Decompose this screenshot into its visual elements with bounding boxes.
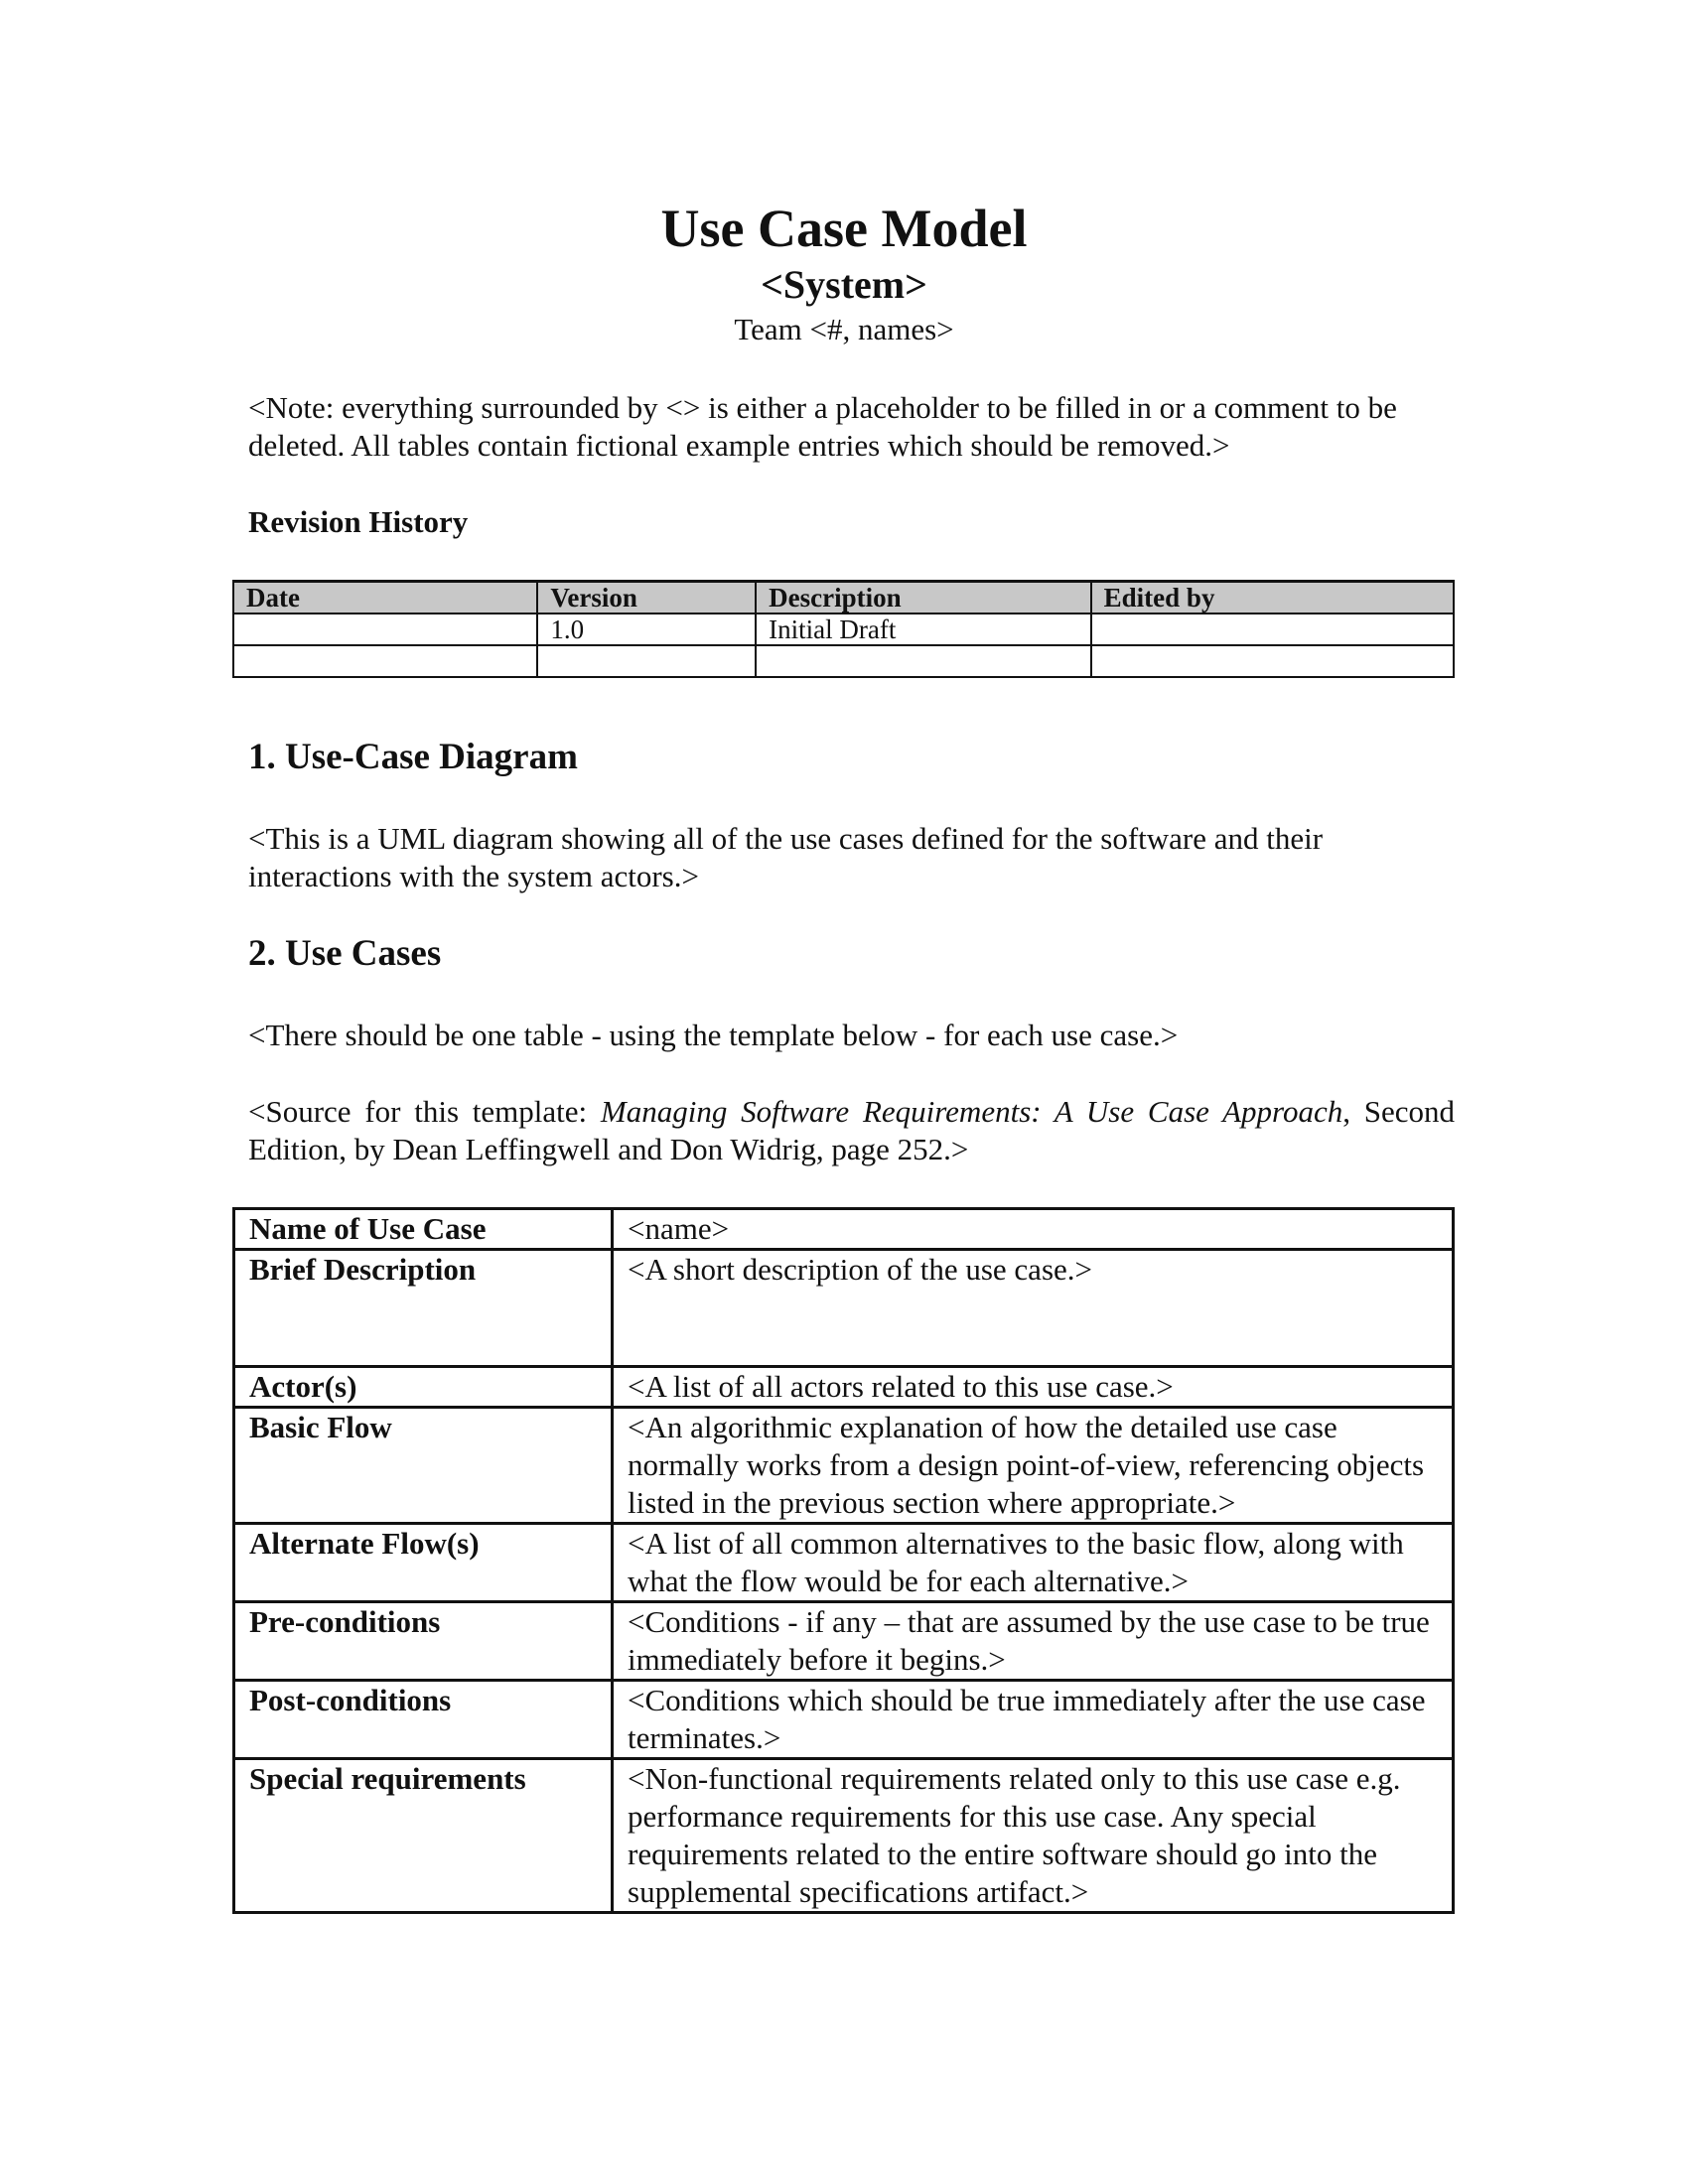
document-title: Use Case Model <box>660 199 1028 258</box>
table-row <box>234 1602 1454 1681</box>
source-paragraph <box>248 1093 1455 1168</box>
use-case-label: Special requirements <box>234 1759 613 1913</box>
revision-header-description: Description <box>756 582 1091 614</box>
use-case-value: <Conditions - if any – that are assumed by the use case to be true immediately before it begins.> <box>613 1602 1454 1681</box>
revision-cell <box>537 645 756 677</box>
table-row <box>234 1250 1454 1367</box>
title-block <box>0 197 1688 349</box>
use-case-value: <An algorithmic explanation of how the detailed use case normally works from a design point-of-view, referencing objects listed in the previous section where appropriate.> <box>613 1408 1454 1524</box>
revision-history-label: Revision History <box>248 504 469 539</box>
revision-cell: 1.0 <box>537 614 756 645</box>
revision-cell <box>233 645 537 677</box>
source-prefix: <Source for this template: <box>248 1094 601 1129</box>
document-system: <System> <box>761 262 927 307</box>
use-case-label: Post-conditions <box>234 1681 613 1759</box>
use-case-value: <A list of all actors related to this use case.> <box>613 1367 1454 1408</box>
use-case-label: Alternate Flow(s) <box>234 1524 613 1602</box>
use-case-value: <name> <box>613 1209 1454 1250</box>
use-case-label: Name of Use Case <box>234 1209 613 1250</box>
section-1-text: <This is a UML diagram showing all of the use cases defined for the software and their interactions with the system actors.> <box>248 821 1324 893</box>
section-1-heading: 1. Use-Case Diagram <box>248 737 578 777</box>
use-case-value: <Non-functional requirements related only to this use case e.g. performance requirements for this use case. Any special requirements related to the entire software should go into the supplemental specifications artifact.> <box>613 1759 1454 1913</box>
table-row <box>234 1681 1454 1759</box>
revision-cell <box>233 614 537 645</box>
table-row <box>234 1524 1454 1602</box>
table-row <box>233 645 1454 677</box>
revision-cell: Initial Draft <box>756 614 1091 645</box>
revision-cell <box>756 645 1091 677</box>
use-case-table <box>232 1207 1455 1914</box>
use-case-label: Basic Flow <box>234 1408 613 1524</box>
revision-cell <box>1091 614 1454 645</box>
revision-header-date: Date <box>233 582 537 614</box>
section-2-heading: 2. Use Cases <box>248 933 442 974</box>
use-case-label: Pre-conditions <box>234 1602 613 1681</box>
source-title: Managing Software Requirements: A Use Case Approach <box>600 1094 1343 1129</box>
note-paragraph: <Note: everything surrounded by <> is either a placeholder to be filled in or a comment to be deleted. All tables contain fictional example entries which should be removed.> <box>248 390 1397 463</box>
section-2-text: <There should be one table - using the template below - for each use case.> <box>248 1018 1179 1052</box>
revision-header-edited-by: Edited by <box>1091 582 1454 614</box>
table-row <box>234 1759 1454 1913</box>
table-row <box>234 1408 1454 1524</box>
revision-history-table <box>232 580 1455 678</box>
table-row <box>234 1209 1454 1250</box>
use-case-value: <A short description of the use case.> <box>613 1250 1454 1367</box>
source-suffix: , Second Edition, by Dean Leffingwell and Don Widrig, page 252.> <box>248 1094 1455 1166</box>
document-team: Team <#, names> <box>734 312 954 346</box>
use-case-label: Brief Description <box>234 1250 613 1367</box>
revision-header-version: Version <box>537 582 756 614</box>
use-case-value: <Conditions which should be true immediately after the use case terminates.> <box>613 1681 1454 1759</box>
use-case-value: <A list of all common alternatives to the basic flow, along with what the flow would be for each alternative.> <box>613 1524 1454 1602</box>
use-case-label: Actor(s) <box>234 1367 613 1408</box>
table-row <box>234 1367 1454 1408</box>
table-row <box>233 614 1454 645</box>
revision-cell <box>1091 645 1454 677</box>
revision-header-row <box>233 582 1454 614</box>
